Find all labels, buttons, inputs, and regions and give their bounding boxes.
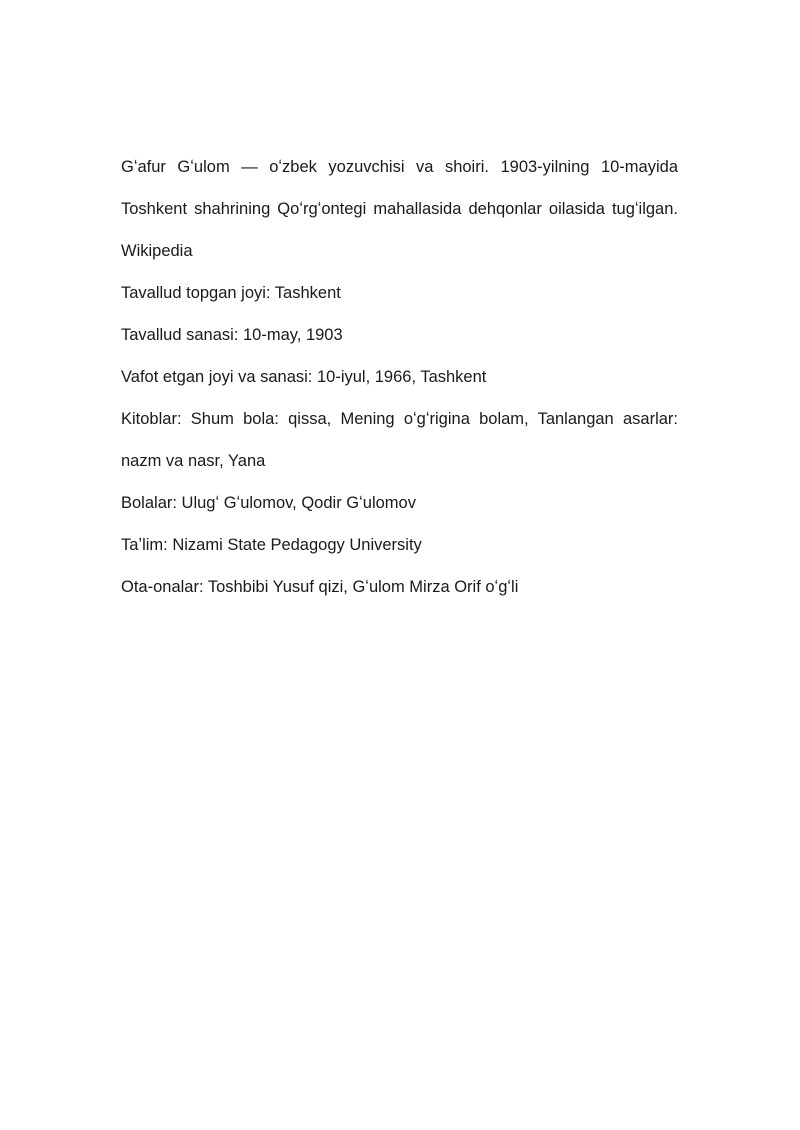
intro-paragraph: Gʻafur Gʻulom — oʻzbek yozuvchisi va shoiri. 1903-yilning 10-mayida Toshkent shahrining Qoʻrgʻontegi mahallasida dehqonlar oilasida tugʻilgan. Wikipedia <box>121 158 678 260</box>
birthplace-line: Tavallud topgan joyi: Tashkent <box>121 284 341 302</box>
parents-line: Ota-onalar: Toshbibi Yusuf qizi, Gʻulom Mirza Orif oʻgʻli <box>121 578 519 596</box>
birthdate-line: Tavallud sanasi: 10-may, 1903 <box>121 326 343 344</box>
document-body <box>121 146 678 608</box>
death-line: Vafot etgan joyi va sanasi: 10-iyul, 1966, Tashkent <box>121 368 487 386</box>
children-line: Bolalar: Ulugʻ Gʻulomov, Qodir Gʻulomov <box>121 494 416 512</box>
books-paragraph: Kitoblar: Shum bola: qissa, Mening oʻgʻrigina bolam, Tanlangan asarlar: nazm va nasr, Yana <box>121 410 678 470</box>
education-line: Taʼlim: Nizami State Pedagogy University <box>121 536 422 554</box>
